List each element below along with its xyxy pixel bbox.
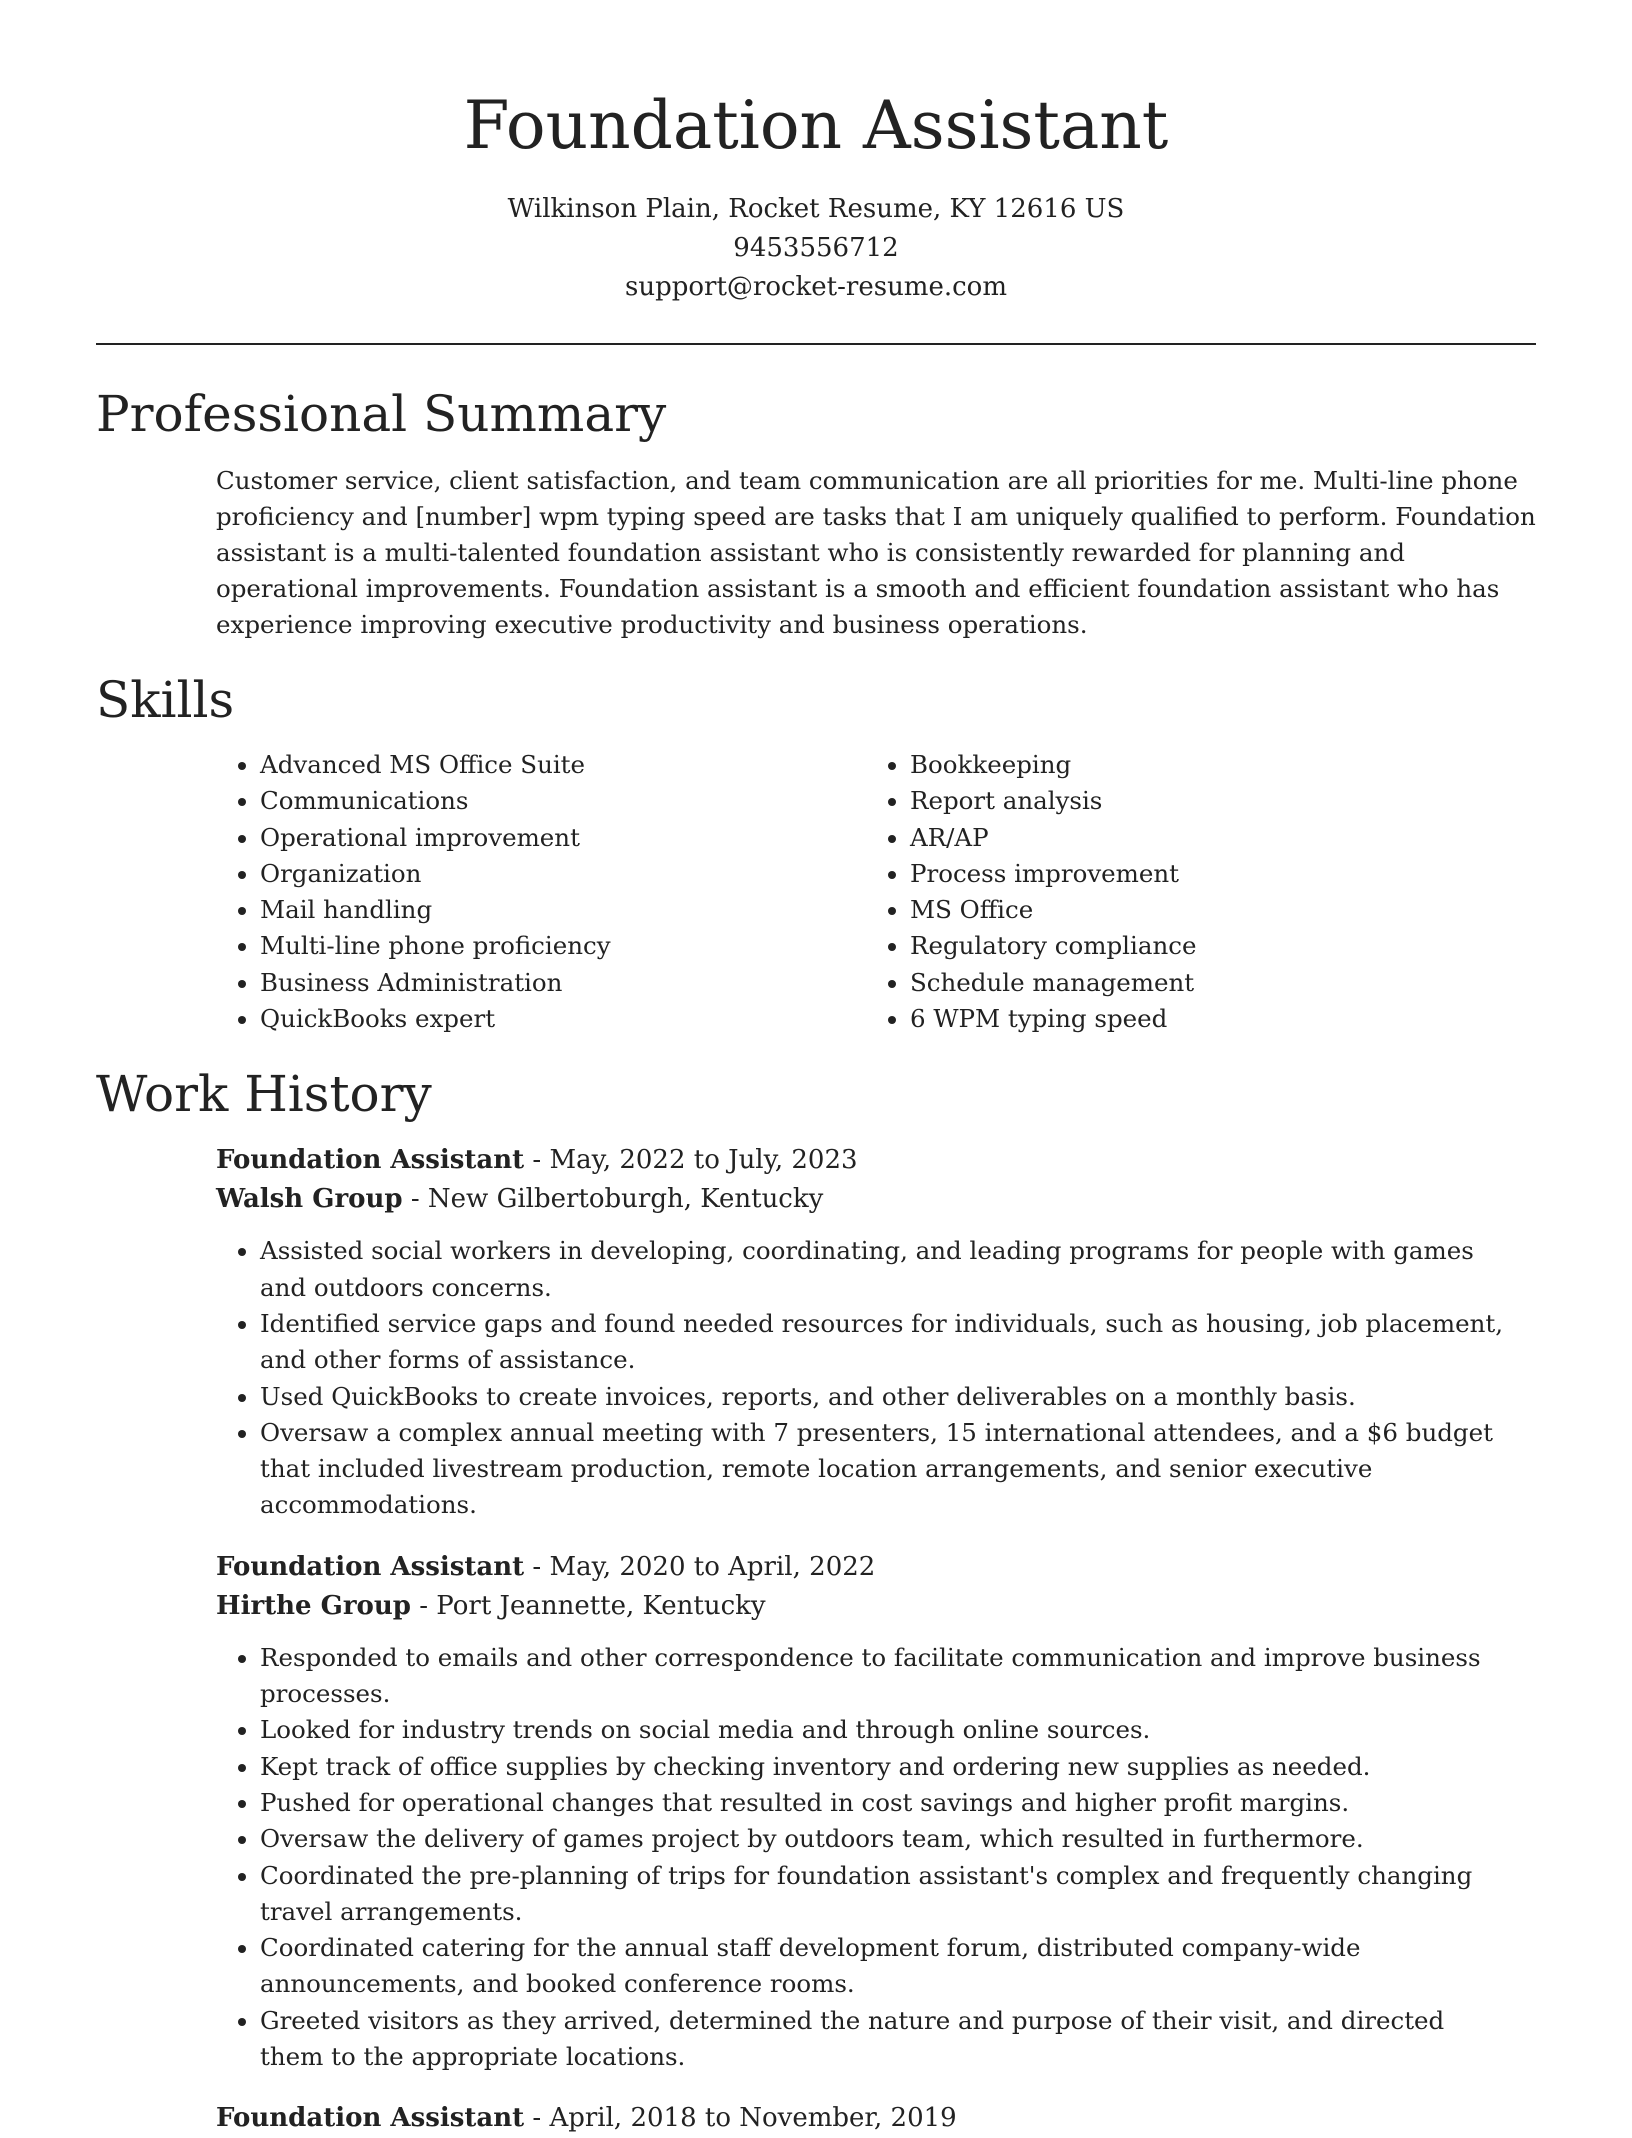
skills-column-right xyxy=(866,747,1516,1037)
job-bullets xyxy=(216,1233,1516,1523)
job-entry-1 xyxy=(216,1141,1536,1523)
job-title-line xyxy=(216,1141,1536,1180)
skill-item: • Business Administration xyxy=(260,965,866,1001)
job-bullet: • Coordinated the pre-planning of trips for foundation assistant's complex and frequently changing travel arrangements. xyxy=(260,1858,1506,1931)
job-dates: - May, 2020 to April, 2022 xyxy=(524,1551,876,1582)
skills-column-left xyxy=(216,747,866,1037)
skill-item: • Report analysis xyxy=(910,783,1516,819)
skill-item: • Mail handling xyxy=(260,892,866,928)
address: Wilkinson Plain, Rocket Resume, KY 12616 US xyxy=(507,194,1125,224)
phone: 9453556712 xyxy=(733,233,899,263)
job-dates: - May, 2022 to July, 2023 xyxy=(524,1145,858,1176)
job-bullets xyxy=(216,1640,1516,2076)
summary-heading: Professional Summary xyxy=(96,385,667,443)
contact-block xyxy=(96,190,1536,307)
job-bullet: • Used QuickBooks to create invoices, reports, and other deliverables on a monthly basis. xyxy=(260,1379,1506,1415)
job-role: Foundation Assistant xyxy=(216,1145,525,1176)
job-company-line xyxy=(216,1587,1536,1626)
job-bullet: • Coordinated catering for the annual staff development forum, distributed company-wide announcements, and booked conference rooms. xyxy=(260,1930,1506,2003)
skill-item: • Advanced MS Office Suite xyxy=(260,747,866,783)
job-entry-2 xyxy=(216,1548,1536,2076)
skill-item: • AR/AP xyxy=(910,820,1516,856)
job-bullet: • Oversaw a complex annual meeting with 7 presenters, 15 international attendees, and a $6 budget that included livestream production, remote location arrangements, and senior executive accommodations. xyxy=(260,1415,1506,1524)
skill-item: • Schedule management xyxy=(910,965,1516,1001)
skill-item: • QuickBooks expert xyxy=(260,1001,866,1037)
job-bullet: • Greeted visitors as they arrived, determined the nature and purpose of their visit, and directed them to the appropriate locations. xyxy=(260,2003,1506,2076)
job-title-line xyxy=(216,2099,1536,2138)
skill-item: • Operational improvement xyxy=(260,820,866,856)
skill-item: • Multi-line phone proficiency xyxy=(260,928,866,964)
header-divider xyxy=(96,343,1536,345)
job-company: Walsh Group xyxy=(216,1184,403,1215)
skill-item: • MS Office xyxy=(910,892,1516,928)
job-entry-3 xyxy=(216,2099,1536,2138)
job-bullet: • Identified service gaps and found needed resources for individuals, such as housing, job placement, and other forms of assistance. xyxy=(260,1306,1506,1379)
skill-item: • Process improvement xyxy=(910,856,1516,892)
skills-heading: Skills xyxy=(96,671,235,729)
job-title-line xyxy=(216,1548,1536,1587)
candidate-name: Foundation Assistant xyxy=(463,87,1169,164)
skills-list xyxy=(216,747,1536,1037)
job-bullet: • Kept track of office supplies by checking inventory and ordering new supplies as needed. xyxy=(260,1749,1506,1785)
job-bullet: • Responded to emails and other correspondence to facilitate communication and improve business processes. xyxy=(260,1640,1506,1713)
job-location: - Port Jeannette, Kentucky xyxy=(410,1590,766,1621)
skill-item: • Communications xyxy=(260,783,866,819)
job-company: Hirthe Group xyxy=(216,1590,411,1621)
skill-item: • Organization xyxy=(260,856,866,892)
job-role: Foundation Assistant xyxy=(216,1551,525,1582)
job-location: - New Gilbertoburgh, Kentucky xyxy=(402,1184,824,1215)
summary-text: Customer service, client satisfaction, and team communication are all priorities for me. Multi-line phone proficiency and [number] wpm typing speed are tasks that I am uniquely qualified to perform. Foundation assistant is a multi-talented foundation assistant who is consistently rewarded for planning and operational improvements. Foundation assistant is a smooth and efficient foundation assistant who has experience improving executive productivity and business operations. xyxy=(216,466,1536,639)
job-bullet: • Pushed for operational changes that resulted in cost savings and higher profit margins. xyxy=(260,1785,1506,1821)
work-history-heading: Work History xyxy=(96,1065,432,1124)
skill-item: • Bookkeeping xyxy=(910,747,1516,783)
job-bullet: • Looked for industry trends on social media and through online sources. xyxy=(260,1712,1506,1748)
job-dates: - April, 2018 to November, 2019 xyxy=(524,2103,957,2134)
job-bullet: • Oversaw the delivery of games project by outdoors team, which resulted in furthermore. xyxy=(260,1821,1506,1857)
job-role: Foundation Assistant xyxy=(216,2103,525,2134)
email: support@rocket-resume.com xyxy=(624,272,1007,302)
skill-item: • Regulatory compliance xyxy=(910,928,1516,964)
job-bullet: • Assisted social workers in developing, coordinating, and leading programs for people with games and outdoors concerns. xyxy=(260,1233,1506,1306)
job-company-line xyxy=(216,1180,1536,1219)
skill-item: • 6 WPM typing speed xyxy=(910,1001,1516,1037)
